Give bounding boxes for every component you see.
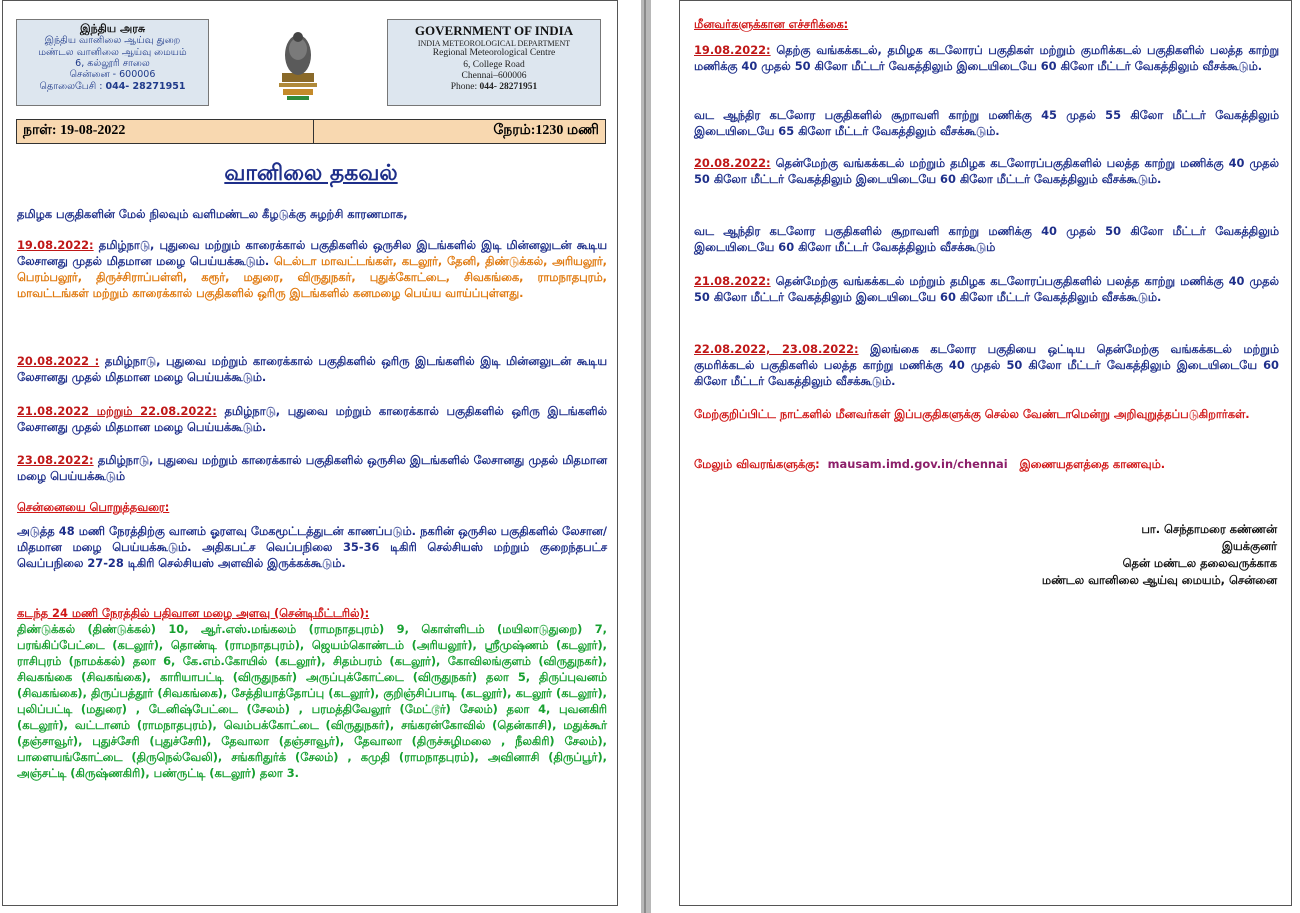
more-info-label: மேலும் விவரங்களுக்கு: (694, 457, 820, 471)
page-gutter (641, 0, 651, 913)
forecast-text-2: தமிழ்நாடு, புதுவை மற்றும் காரைக்கால் பகுதிகளில் ஒரிரு இடங்களில் இடி மின்னலுடன் கூடிய லேசானது முதல் மிதமான மழை பெய்யக்கூடும். (17, 354, 607, 384)
tamil-header-phone (17, 81, 208, 92)
english-header-line3: Regional Meteorological Centre (432, 48, 556, 59)
national-emblem-icon (273, 23, 323, 103)
forecast-date-3: 21.08.2022 மற்றும் 22.08.2022: (17, 404, 217, 418)
forecast-item-3 (17, 403, 607, 435)
warning-date-5: 21.08.2022: (694, 274, 771, 288)
intro-text: தமிழக பகுதிகளின் மேல் நிலவும் வளிமண்டல கீழடுக்கு சுழற்சி காரணமாக, (17, 207, 408, 221)
rainfall-heading: கடந்த 24 மணி நேரத்தில் பதிவான மழை அளவு (சென்டிமீட்டரில்): (17, 606, 370, 620)
fishermen-heading: மீனவர்களுக்கான எச்சரிக்கை: (694, 17, 849, 31)
warning-text-5: தென்மேற்கு வங்கக்கடல் மற்றும் தமிழக கடலோரப்பகுதிகளில் பலத்த காற்று மணிக்கு 40 முதல் 50 கிலோ மீட்டர் வேகத்திலும் இடையிடையே 60 கிலோ மீட்டர் வேகத்திலும் வீசக்கூடும். (694, 274, 1279, 304)
tamil-header-line1: இந்திய அரசு (79, 22, 146, 35)
page-title: வானிலை தகவல் (224, 161, 398, 186)
tamil-header-line5: சென்னை - 600006 (69, 69, 156, 81)
more-info-tail: இணையதளத்தை காணவும். (1019, 457, 1166, 471)
rainfall-text: திண்டுக்கல் (திண்டுக்கல்) 10, ஆர்.எஸ்.மங்கலம் (ராமநாதபுரம்) 9, கொள்ளிடம் (மயிலாடுதுறை) 7, பரங்கிப்பேட்டை (கடலூர்), தொண்டி (ராமநாதபுரம்), ஜெயம்கொண்டம் (அரியலூர்), ஸ்ரீமுஷ்ணம் (கடலூர்), ராசிபுரம் (நாமக்கல்) தலா 6, கே.எம்.கோயில் (கடலூர்), சிதம்பரம் (கடலூர்), கோவிலங்குளம் (விருதுநகர்), சிவகங்கை (சிவகங்கை), காரியாபட்டி (விருதுநகர்) அருப்புக்கோட்டை (விருதுநகர்) தலா 5, திருப்புவனம் (சிவகங்கை), திருப்பத்தூர் (சிவகங்கை), சேத்தியாத்தோப்பு (கடலூர்), குறிஞ்சிப்பாடி (கடலூர்), கடலூர் (கடலூர்), புலிப்பட்டி (மதுரை) , டேனிஷ்பேட்டை (சேலம்) , பரமத்திவேலூர் (மேட்டூர்) சேலம்) தலா 4, புவனகிரி (கடலூர்), வட்டானம் (ராமநாதபுரம்), வெம்பக்கோட்டை (விருதுநகர்), சங்கரன்கோவில் (தென்காசி), மதுக்கூர் (தஞ்சாவூர்), புதுச்சேரி (புதுச்சேரி), தேவாலா (தஞ்சாவூர்), தேவாலா (திருச்சுழிமலை , நீலகிரி) சேலம்), பாளையங்கோட்டை (திருநெல்வேலி), சங்கரிதுர்க் (சேலம்) , கமுதி (ராமநாதபுரம்), அவினாசி (திருப்பூர்), அஞ்சட்டி (கிருஷ்ணகிரி), பண்ருட்டி (கடலூர்) தலா 3. (17, 622, 607, 780)
forecast-extra-1: டெல்டா மாவட்டங்கள், கடலூர், தேனி, திண்டுக்கல், அரியலூர், பெரம்பலூர், திருச்சிராப்பள்ளி, கரூர், மதுரை, விருதுநகர், புதுக்கோட்டை, சிவகங்கை, ராமநாதபுரம், மாவட்டங்கள் மற்றும் காரைக்கால் பகுதிகளில் ஒரிரு இடங்களில் கனமழை பெய்ய வாய்ப்புள்ளது. (17, 254, 607, 300)
tamil-header-line2: இந்திய வானிலை ஆய்வு துறை (44, 35, 181, 47)
english-header-line1: GOVERNMENT OF INDIA (414, 23, 574, 38)
forecast-text-1: தமிழ்நாடு, புதுவை மற்றும் காரைக்கால் பகுதிகளில் ஒருசில இடங்களில் இடி மின்னலுடன் கூடிய லேசானது முதல் மிதமான மழை பெய்யக்கூடும். (17, 238, 607, 268)
tamil-header-box (16, 19, 209, 106)
signature-line3: தென் மண்டல தலைவருக்காக (1122, 556, 1277, 570)
tamil-header-line3: மண்டல வானிலை ஆய்வு மையம் (38, 46, 187, 58)
english-header-line2: INDIA METEOROLOGICAL DEPARTMENT (417, 38, 571, 48)
document-page-right (679, 0, 1292, 906)
date-label: நாள்: 19-08-2022 (17, 120, 314, 143)
more-info-line (694, 456, 1279, 472)
signature-line4: மண்டல வானிலை ஆய்வு மையம், சென்னை (1041, 573, 1277, 587)
page-gutter-line (644, 0, 646, 913)
warning-item-6 (694, 341, 1279, 389)
english-header-line5: Chennai–600006 (461, 70, 527, 81)
warning-text-2: வட ஆந்திர கடலோர பகுதிகளில் சூறாவளி காற்று மணிக்கு 45 முதல் 55 கிலோ மீட்டர் வேகத்திலும் இடையிடையே 65 கிலோ மீட்டர் வேகத்திலும் வீசக்கூடும். (694, 108, 1279, 138)
warning-item-5 (694, 273, 1279, 305)
signature-block (1042, 521, 1277, 589)
date-time-bar (16, 119, 606, 144)
imd-website-link[interactable]: mausam.imd.gov.in/chennai (827, 457, 1008, 471)
tamil-header-line4: 6, கல்லூரி சாலை (75, 57, 150, 69)
english-header-phone (388, 82, 600, 93)
warning-date-3: 20.08.2022: (694, 156, 771, 170)
signature-name: பா. செந்தாமரை கண்ணன் (1141, 522, 1277, 536)
fishermen-advisory: மேற்குறிப்பிட்ட நாட்களில் மீனவர்கள் இப்பகுதிகளுக்கு செல்ல வேண்டாமென்று அறிவுறுத்தப்படுகிறார்கள். (694, 407, 1250, 421)
tamil-phone-label: தொலைபேசி : (39, 80, 106, 92)
time-label: நேரம்:1230 மணி (493, 123, 599, 138)
forecast-item-1 (17, 237, 607, 301)
forecast-text-4: தமிழ்நாடு, புதுவை மற்றும் காரைக்கால் பகுதிகளில் ஒருசில இடங்களில் லேசானது முதல் மிதமான மழை பெய்யக்கூடும் (17, 453, 607, 483)
chennai-heading: சென்னையை பொறுத்தவரை: (17, 500, 170, 514)
warning-item-3 (694, 155, 1279, 187)
document-page-left (2, 0, 618, 906)
forecast-text-3: தமிழ்நாடு, புதுவை மற்றும் காரைக்கால் பகுதிகளில் ஒரிரு இடங்களில் லேசானது முதல் மிதமான மழை பெய்யக்கூடும். (17, 404, 607, 434)
forecast-item-2 (17, 353, 607, 385)
english-header-line4: 6, College Road (463, 59, 525, 70)
warning-item-4 (694, 223, 1279, 255)
warning-item-1 (694, 42, 1279, 74)
english-header-box (387, 19, 601, 106)
forecast-date-4: 23.08.2022: (17, 453, 94, 467)
forecast-item-4 (17, 452, 607, 484)
english-phone-value: 044- 28271951 (479, 82, 538, 93)
signature-role: இயக்குனர் (1221, 539, 1277, 553)
warning-text-3: தென்மேற்கு வங்கக்கடல் மற்றும் தமிழக கடலோரப்பகுதிகளில் பலத்த காற்று மணிக்கு 40 முதல் 50 கிலோ மீட்டர் வேகத்திலும் இடையிடையே 60 கிலோ மீட்டர் வேகத்திலும் வீசக்கூடும். (694, 156, 1279, 186)
warning-text-4: வட ஆந்திர கடலோர பகுதிகளில் சூறாவளி காற்று மணிக்கு 40 முதல் 50 கிலோ மீட்டர் வேகத்திலும் இடையிடையே 60 கிலோ மீட்டர் வேகத்திலும் வீசக்கூடும் (694, 224, 1279, 254)
warning-text-1: தெற்கு வங்கக்கடல், தமிழக கடலோரப் பகுதிகள் மற்றும் குமரிக்கடல் பகுதிகளில் பலத்த காற்று மணிக்கு 40 முதல் 50 கிலோ மீட்டர் வேகத்திலும் இடையிடையே 60 கிலோ மீட்டர் வேகத்திலும் வீசக்கூடும். (694, 43, 1279, 73)
warning-date-6: 22.08.2022, 23.08.2022: (694, 342, 859, 356)
warning-date-1: 19.08.2022: (694, 43, 771, 57)
forecast-date-1: 19.08.2022: (17, 238, 94, 252)
forecast-date-2: 20.08.2022 : (17, 354, 100, 368)
tamil-phone-value: 044- 28271951 (105, 80, 186, 92)
warning-item-2 (694, 107, 1279, 139)
warning-text-6: இலங்கை கடலோர பகுதியை ஒட்டிய தென்மேற்கு வங்கக்கடல் மற்றும் குமரிக்கடல் பகுதிகளில் பலத்த காற்று மணிக்கு 40 முதல் 50 கிலோ மீட்டர் வேகத்திலும் இடையிடையே 60 கிலோ மீட்டர் வேகத்திலும் வீசக்கூடும். (694, 342, 1279, 388)
english-phone-label: Phone: (450, 82, 480, 93)
chennai-text: அடுத்த 48 மணி நேரத்திற்கு வானம் ஓரளவு மேகமூட்டத்துடன் காணப்படும். நகரின் ஒருசில பகுதிகளில் லேசான/மிதமான மழை பெய்யக்கூடும். அதிகபட்ச வெப்பநிலை 35-36 டிகிரி செல்சியஸ் மற்றும் குறைந்தபட்ச வெப்பநிலை 27-28 டிகிரி செல்சியஸ் அளவில் இருக்கக்கூடும். (17, 524, 607, 570)
